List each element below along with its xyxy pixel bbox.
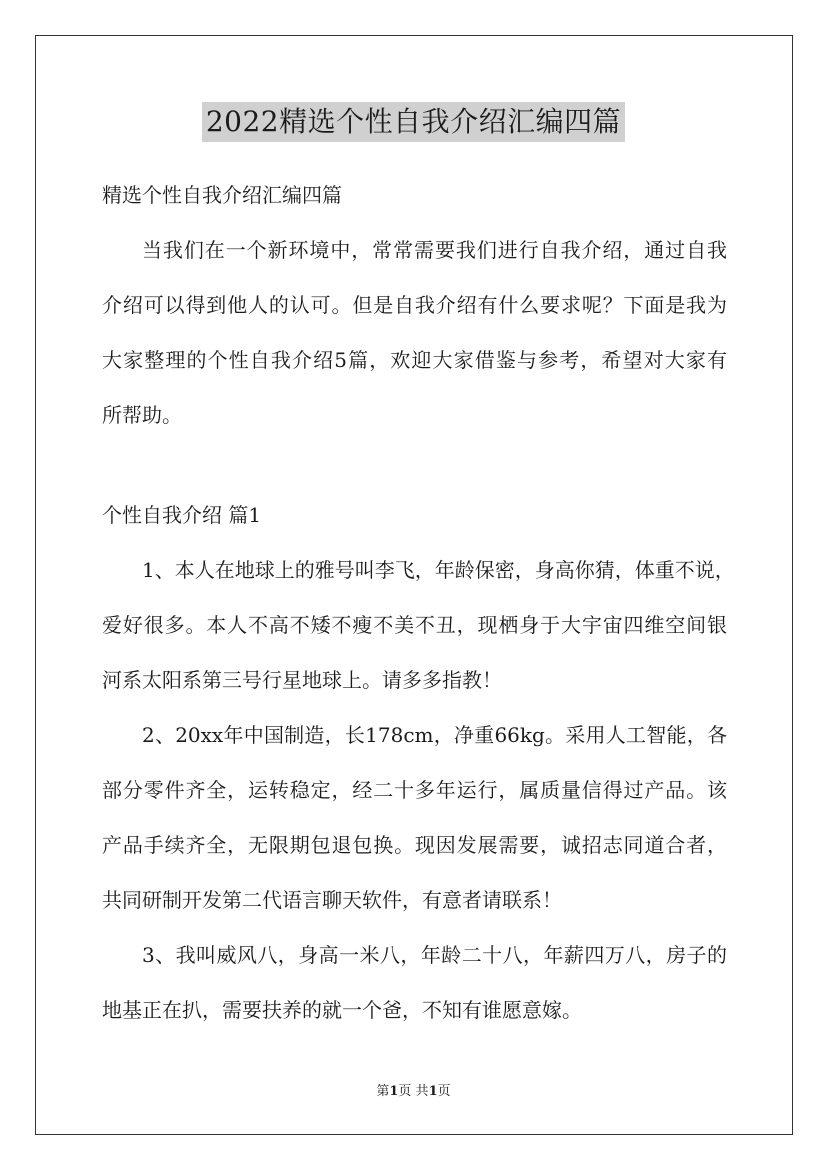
item1-line-1: 1、本人在地球上的雅号叫李飞，年龄保密，身高你猜，体重不说， xyxy=(142,558,735,582)
page-prefix: 第 xyxy=(376,1084,390,1099)
item1-line-2: 爱好很多。本人不高不矮不瘦不美不丑，现栖身于大宇宙四维空间银 xyxy=(102,613,727,637)
intro-line-4: 所帮助。 xyxy=(102,403,182,427)
page-mid: 页 共 xyxy=(398,1084,429,1099)
intro-line-2: 介绍可以得到他人的认可。但是自我介绍有什么要求呢？下面是我为 xyxy=(102,293,727,317)
item2-line-4: 共同研制开发第二代语言聊天软件，有意者请联系！ xyxy=(102,888,562,912)
page-total-number: 1 xyxy=(428,1084,438,1099)
page-current-number: 1 xyxy=(389,1084,399,1099)
document-title: 2022精选个性自我介绍汇编四篇 xyxy=(202,102,625,142)
item1-line-3: 河系太阳系第三号行星地球上。请多多指教！ xyxy=(102,668,502,692)
spacer xyxy=(102,443,727,488)
item2-line-1: 2、20xx年中国制造，长178cm，净重66kg。采用人工智能，各 xyxy=(142,723,727,747)
page-footer xyxy=(0,1083,827,1101)
intro-line-3: 大家整理的个性自我介绍5篇，欢迎大家借鉴与参考，希望对大家有 xyxy=(102,348,727,372)
item3-line-2: 地基正在扒，需要扶养的就一个爸，不知有谁愿意嫁。 xyxy=(102,998,582,1022)
item2-line-3: 产品手续齐全，无限期包退包换。现因发展需要，诚招志同道合者， xyxy=(102,833,727,857)
title-container xyxy=(0,102,827,142)
item3-line-1: 3、我叫威风八，身高一米八，年龄二十八，年薪四万八，房子的 xyxy=(142,943,727,967)
page-suffix: 页 xyxy=(437,1084,451,1099)
document-body xyxy=(102,168,735,1038)
section-heading: 个性自我介绍 篇1 xyxy=(102,503,262,527)
document-subtitle: 精选个性自我介绍汇编四篇 xyxy=(102,183,342,207)
intro-line-1: 当我们在一个新环境中，常常需要我们进行自我介绍，通过自我 xyxy=(142,238,727,262)
item2-line-2: 部分零件齐全，运转稳定，经二十多年运行，属质量信得过产品。该 xyxy=(102,778,727,802)
